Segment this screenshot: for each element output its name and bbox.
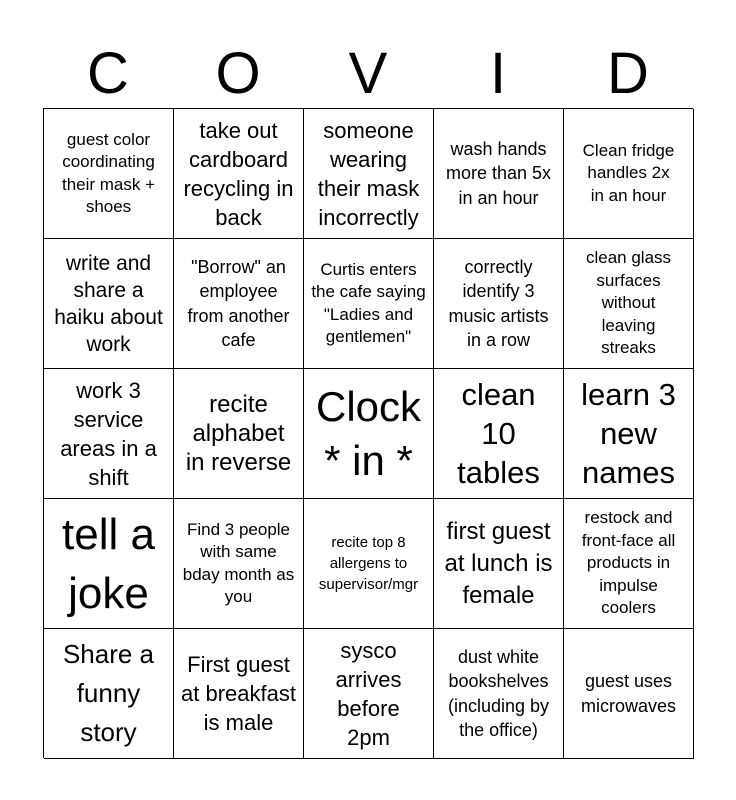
bingo-cell[interactable]	[304, 109, 434, 239]
bingo-cell[interactable]	[564, 369, 694, 499]
cell-text: "Borrow" an employee from another cafe	[187, 256, 290, 350]
bingo-cell[interactable]	[564, 109, 694, 239]
bingo-cell[interactable]	[304, 629, 434, 759]
cell-text: clean 10 tables	[457, 377, 540, 490]
bingo-cell[interactable]	[44, 499, 174, 629]
bingo-cell[interactable]	[434, 109, 564, 239]
bingo-cell[interactable]	[434, 499, 564, 629]
cell-text: first guest at lunch is female	[444, 517, 553, 609]
bingo-cell[interactable]	[174, 629, 304, 759]
bingo-cell[interactable]	[174, 499, 304, 629]
bingo-cell[interactable]	[434, 369, 564, 499]
cell-text: restock and front-face all products in impulse coolers	[581, 508, 676, 618]
cell-text: correctly identify 3 music artists in a row	[448, 256, 549, 350]
header-letter-v: V	[348, 41, 388, 106]
cell-text: work 3 service areas in a shift	[60, 377, 157, 490]
bingo-cell[interactable]	[304, 499, 434, 629]
cell-text: dust white bookshelves (including by the office)	[447, 646, 550, 740]
bingo-cell[interactable]	[434, 239, 564, 369]
cell-text: recite alphabet in reverse	[185, 391, 292, 476]
cell-text: Clean fridge handles 2x in an hour	[582, 140, 675, 205]
bingo-cell[interactable]	[564, 499, 694, 629]
free-space-text: Clock * in *	[315, 382, 422, 484]
bingo-cell[interactable]	[174, 109, 304, 239]
bingo-cell[interactable]	[44, 239, 174, 369]
bingo-cell[interactable]	[434, 629, 564, 759]
cell-text: Share a funny story	[62, 639, 155, 747]
header-letter-d: D	[607, 41, 649, 106]
cell-text: sysco arrives before 2pm	[335, 637, 402, 750]
cell-text: guest color coordinating their mask + shoes	[61, 129, 156, 216]
cell-text: First guest at breakfast is male	[181, 652, 296, 735]
bingo-cell[interactable]	[44, 629, 174, 759]
cell-text: take out cardboard recycling in back	[183, 117, 294, 230]
bingo-cell[interactable]	[44, 109, 174, 239]
bingo-cell[interactable]	[174, 369, 304, 499]
cell-text: tell a joke	[62, 509, 155, 618]
header-letter-c: C	[87, 41, 129, 106]
bingo-cell[interactable]	[174, 239, 304, 369]
bingo-cell[interactable]	[44, 369, 174, 499]
cell-text: learn 3 new names	[581, 377, 676, 490]
cell-text: someone wearing their mask incorrectly	[317, 117, 420, 230]
bingo-header	[43, 40, 693, 108]
cell-text: write and share a haiku about work	[54, 251, 163, 356]
header-letter-i: I	[489, 41, 507, 106]
cell-text: recite top 8 allergens to supervisor/mgr	[318, 534, 419, 593]
bingo-cell[interactable]	[564, 629, 694, 759]
bingo-cell[interactable]	[304, 239, 434, 369]
cell-text: wash hands more than 5x in an hour	[445, 138, 552, 208]
cell-text: Find 3 people with same bday month as you	[182, 519, 295, 606]
bingo-board	[43, 108, 693, 758]
cell-text: guest uses microwaves	[580, 671, 677, 716]
bingo-cell[interactable]	[564, 239, 694, 369]
header-letter-o: O	[215, 41, 261, 106]
cell-text: clean glass surfaces without leaving streaks	[585, 248, 672, 358]
cell-text: Curtis enters the cafe saying "Ladies and gentlemen"	[311, 259, 426, 346]
free-space-cell[interactable]	[304, 369, 434, 499]
